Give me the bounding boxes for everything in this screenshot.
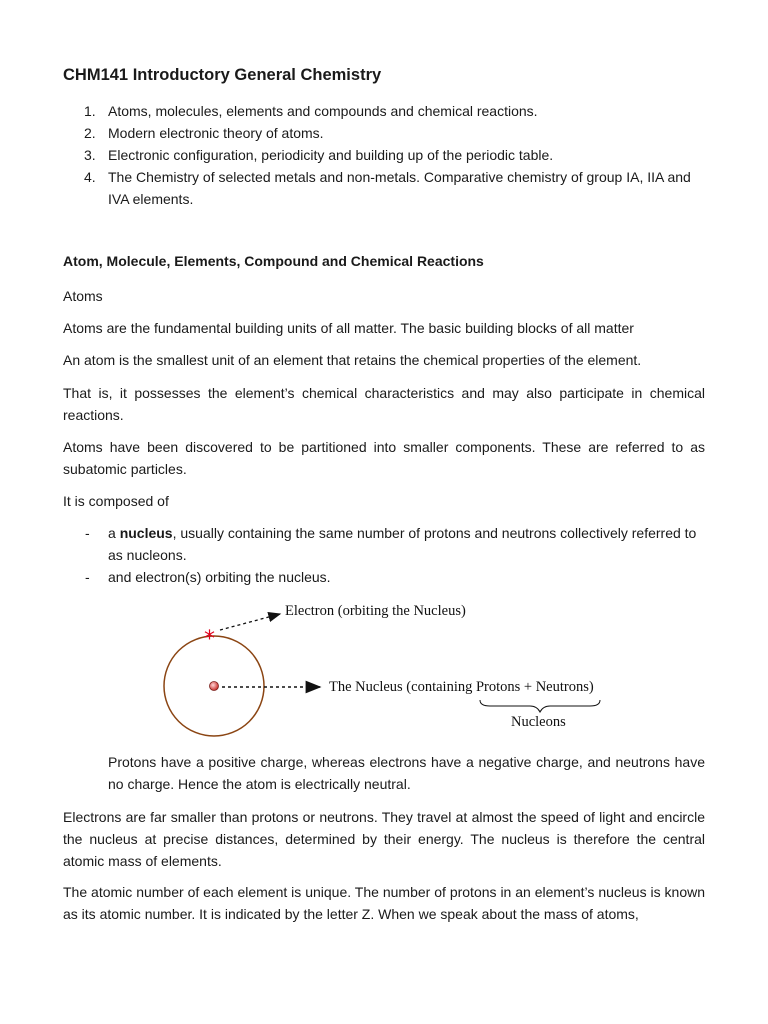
- atom-diagram: [100, 596, 660, 746]
- topic-text: Modern electronic theory of atoms.: [108, 125, 324, 141]
- bold-term-nucleus: nucleus: [119, 525, 173, 541]
- bullet-prefix: a: [108, 525, 120, 541]
- electron-icon: *: [204, 627, 215, 652]
- nucleons-label: Nucleons: [511, 714, 566, 730]
- topic-number: 1.: [84, 103, 96, 119]
- electron-arrow: [220, 614, 280, 630]
- paragraph: It is composed of: [63, 493, 169, 509]
- list-item: [63, 522, 705, 566]
- nucleons-brace: [480, 700, 600, 712]
- topic-item: [63, 144, 705, 166]
- topic-number: 3.: [84, 147, 96, 163]
- paragraph: Atoms are the fundamental building units of all matter. The basic building blocks of all matter: [63, 320, 634, 336]
- topic-text: Electronic configuration, periodicity and building up of the periodic table.: [108, 147, 554, 163]
- subheading-atoms: Atoms: [63, 288, 103, 304]
- nucleus-icon: [210, 682, 219, 691]
- page-title: CHM141 Introductory General Chemistry: [63, 66, 382, 84]
- bullet-text: and electron(s) orbiting the nucleus.: [108, 569, 331, 585]
- nucleus-label: The Nucleus (containing Protons + Neutrons): [329, 679, 594, 695]
- topic-number: 2.: [84, 125, 96, 141]
- topic-item: [63, 166, 705, 210]
- topic-list: [63, 100, 705, 210]
- paragraph: An atom is the smallest unit of an element that retains the chemical properties of the element.: [63, 352, 642, 368]
- topic-item: [63, 100, 705, 122]
- topic-number: 4.: [84, 169, 96, 185]
- dash-bullet: -: [85, 569, 90, 585]
- paragraph: Electrons are far smaller than protons or neutrons. They travel at almost the speed of light and encircle the nucleus at precise distances, determined by their energy. The nucleus is therefore the central atomic mass of elements.: [63, 809, 705, 869]
- topic-text: The Chemistry of selected metals and non-metals. Comparative chemistry of group IA, IIA and IVA elements.: [108, 169, 691, 207]
- paragraph: That is, it possesses the element’s chemical characteristics and may also participate in chemical reactions.: [63, 385, 705, 423]
- dash-bullet: -: [85, 525, 90, 541]
- electron-label: Electron (orbiting the Nucleus): [285, 603, 466, 619]
- section-heading: Atom, Molecule, Elements, Compound and Chemical Reactions: [63, 253, 484, 269]
- composition-list: [63, 522, 705, 588]
- topic-item: [63, 122, 705, 144]
- topic-text: Atoms, molecules, elements and compounds and chemical reactions.: [108, 103, 538, 119]
- paragraph: Atoms have been discovered to be partitioned into smaller components. These are referred to as subatomic particles.: [63, 439, 705, 477]
- list-item: [63, 566, 705, 588]
- indented-paragraph: Protons have a positive charge, whereas electrons have a negative charge, and neutrons have no charge. Hence the atom is electrically neutral.: [108, 754, 705, 792]
- paragraph: The atomic number of each element is unique. The number of protons in an element’s nucleus is known as its atomic number. It is indicated by the letter Z. When we speak about the mass of atoms,: [63, 884, 705, 922]
- bullet-text: , usually containing the same number of protons and neutrons collectively referred to as nucleons.: [108, 525, 697, 563]
